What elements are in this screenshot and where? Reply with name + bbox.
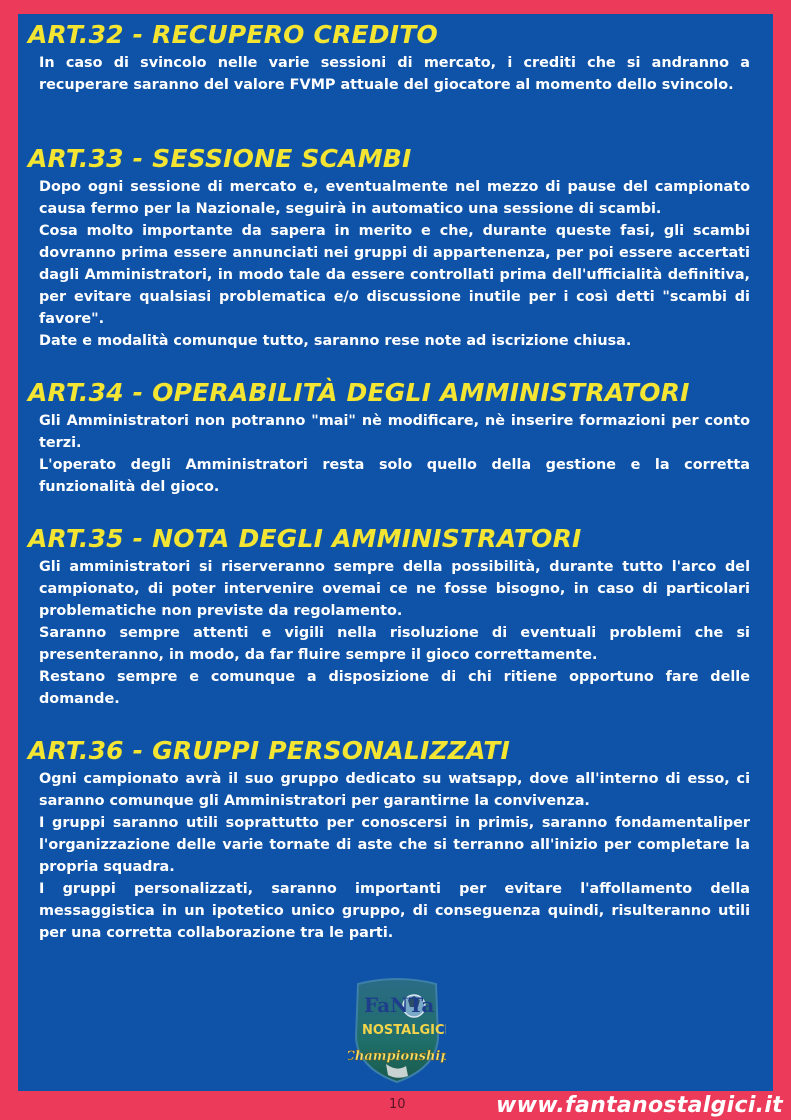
article-heading: ART.32 - RECUPERO CREDITO bbox=[28, 20, 438, 49]
article-33 bbox=[28, 142, 750, 352]
article-36 bbox=[28, 734, 750, 944]
article-34 bbox=[28, 376, 750, 498]
page-number: 10 bbox=[389, 1097, 406, 1112]
article-heading: ART.35 - NOTA DEGLI AMMINISTRATORI bbox=[28, 524, 582, 553]
article-heading: ART.34 - OPERABILITÀ DEGLI AMMINISTRATORI bbox=[28, 378, 690, 407]
article-paragraph: Gli amministratori si riserveranno sempre della possibilità, durante tutto l'arco del campionato, di poter intervenire ovemai ce ne fosse bisogno, in caso di particolari problematiche non previste da regolamento. bbox=[39, 559, 750, 619]
article-paragraph: Date e modalità comunque tutto, saranno rese note ad iscrizione chiusa. bbox=[39, 333, 632, 349]
article-paragraph: Saranno sempre attenti e vigili nella risoluzione di eventuali problemi che si presenteranno, in modo, da far fluire sempre il gioco correttamente. bbox=[39, 625, 750, 663]
article-paragraph: Cosa molto importante da sapera in merito e che, durante queste fasi, gli scambi dovranno prima essere annunciati nei gruppi di appartenenza, per poi essere accertati dagli Amministratori, in modo tale da essere controllati prima dell'ufficialità definitiva, per evitare qualsiasi problematica e/o discussione inutile per i così detti "scambi di favore". bbox=[39, 223, 750, 327]
logo-text: Championship bbox=[348, 1049, 446, 1064]
article-heading: ART.33 - SESSIONE SCAMBI bbox=[28, 144, 412, 173]
fantanostalgici-championship-logo bbox=[348, 976, 446, 1084]
article-paragraph: In caso di svincolo nelle varie sessioni di mercato, i crediti che si andranno a recuperare saranno del valore FVMP attuale del giocatore al momento dello svincolo. bbox=[39, 55, 750, 93]
article-paragraph: I gruppi personalizzati, saranno importanti per evitare l'affollamento della messaggistica in un ipotetico unico gruppo, di conseguenza quindi, risulteranno utili per una corretta collaborazione tra le parti. bbox=[39, 881, 750, 941]
article-35 bbox=[28, 522, 750, 710]
article-paragraph: Ogni campionato avrà il suo gruppo dedicato su watsapp, dove all'interno di esso, ci saranno comunque gli Amministratori per garantirne la convivenza. bbox=[39, 771, 750, 809]
article-heading: ART.36 - GRUPPI PERSONALIZZATI bbox=[28, 736, 511, 765]
document-page bbox=[18, 14, 773, 1091]
article-paragraph: Restano sempre e comunque a disposizione di chi ritiene opportuno fare delle domande. bbox=[39, 669, 750, 707]
article-paragraph: Dopo ogni sessione di mercato e, eventualmente nel mezzo di pause del campionato causa fermo per la Nazionale, seguirà in automatico una sessione di scambi. bbox=[39, 179, 750, 217]
article-paragraph: L'operato degli Amministratori resta solo quello della gestione e la corretta funzionalità del gioco. bbox=[39, 457, 750, 495]
article-32 bbox=[28, 18, 750, 96]
logo-text: NOSTALGICI bbox=[362, 1023, 446, 1038]
article-paragraph: I gruppi saranno utili soprattutto per conoscersi in primis, saranno fondamentaliper l'organizzazione delle varie tornate di aste che si terranno all'inizio per completare la propria squadra. bbox=[39, 815, 750, 875]
website-link[interactable]: www.fantanostalgici.it bbox=[495, 1093, 783, 1118]
logo-text: FaNTa bbox=[364, 993, 435, 1017]
article-paragraph: Gli Amministratori non potranno "mai" nè modificare, nè inserire formazioni per conto terzi. bbox=[39, 413, 750, 451]
